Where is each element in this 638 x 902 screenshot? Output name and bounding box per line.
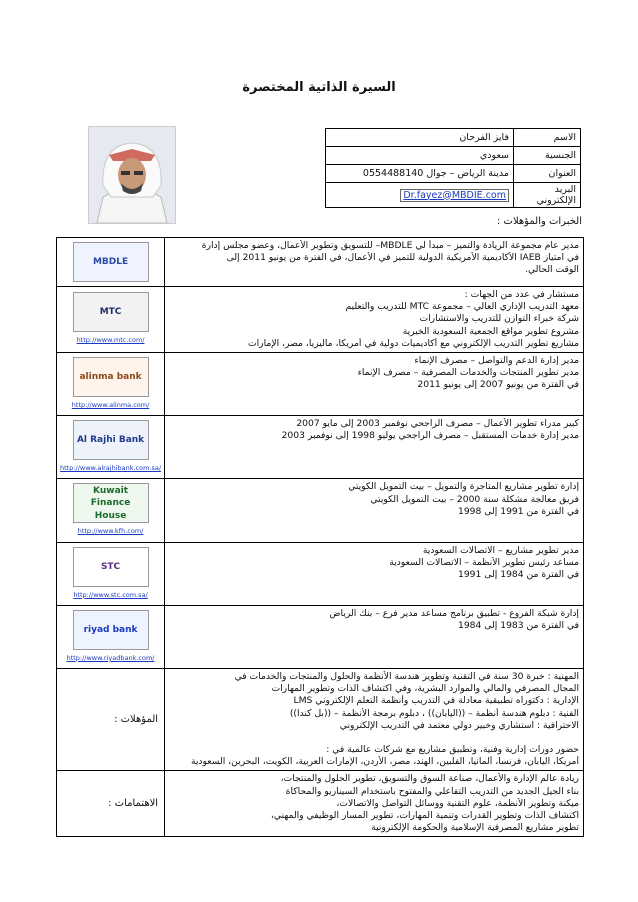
experience-line: الوقت الحالي.: [525, 264, 579, 276]
company-logo-cell: [57, 353, 165, 416]
info-label: الاسم: [514, 129, 581, 147]
page-title: السيرة الذاتية المختصرة: [242, 80, 396, 95]
experience-row: [57, 353, 584, 416]
experience-line: معهد التدريب الإداري العالي – مجموعة MTC للتدريب والتعليم: [345, 301, 579, 313]
interests-line: ميكنة وتطوير الأنظمة، علوم التقنية ووسائل التواصل والاتصالات،: [336, 797, 579, 809]
experience-line: إدارة تطوير مشاريع المتاجرة والتمويل – بيت التمويل الكويتي: [348, 481, 579, 493]
qualifications-line: الفنية : دبلوم هندسة أنظمة – ((اليابان)) ، دبلوم برمجة الأنظمة – ((بل كندا)): [289, 707, 579, 719]
experience-line: في الفترة من 1983 إلى 1984: [457, 620, 579, 632]
company-url-link[interactable]: http://www.alrajhibank.com.sa/: [60, 464, 162, 473]
company-logo-cell: [57, 479, 165, 542]
company-url-link[interactable]: http://www.stc.com.sa/: [73, 590, 148, 599]
qualifications-line: أمريكا، اليابان، فرنسا، ألمانيا، الفلبين، الهند، مصر، الأردن، الإمارات العربية، الكويت، البحرين، السعودية: [190, 756, 579, 768]
info-label: البريد الإلكتروني: [514, 183, 581, 208]
company-logo-cell: [57, 542, 165, 605]
qualifications-line: حضور دورات إدارية وفنية، وتطبيق مشاريع مع شركات عالمية في :: [326, 744, 579, 756]
experience-line: في امتياز IAEB الأكاديمية الأمريكية الدولية للتميز في الأعمال، في الفترة من يونيو 2011 إلى: [226, 252, 579, 264]
company-logo-cell: [57, 287, 165, 353]
experience-row: [57, 542, 584, 605]
experience-text: [165, 353, 584, 416]
experience-table: [56, 237, 584, 837]
experience-line: في الفترة من يونيو 2007 إلى يونيو 2011: [417, 379, 579, 391]
experience-text: [165, 542, 584, 605]
experience-line: مستشار في عدد من الجهات :: [464, 289, 579, 300]
company-logo-cell: [57, 605, 165, 668]
experience-text: [165, 479, 584, 542]
experience-line: مدير تطوير المنتجات والخدمات المصرفية – مصرف الإنماء: [357, 367, 579, 379]
experience-line: في الفترة من 1991 إلى 1998: [457, 505, 579, 517]
info-row-email: [326, 183, 581, 208]
company-logo-cell: [57, 238, 165, 287]
qualifications-line: الإدارية : دكتوراه تطبيقية معادلة في التدريب وأنظمة التعلم الإلكتروني LMS: [293, 695, 579, 707]
info-row-address: [326, 165, 581, 183]
experience-row: [57, 605, 584, 668]
interests-line: ريادة عالم الإدارة والأعمال، صناعة السوق والتسويق، تطوير الحلول والمنتجات،: [280, 773, 579, 785]
experience-line: مدير إدارة خدمات المستقبل – مصرف الراجحي يوليو 1998 إلى نوفمبر 2003: [281, 430, 579, 442]
experience-line: في الفترة من 1984 إلى 1991: [457, 569, 579, 581]
experience-row: [57, 238, 584, 287]
experience-text: [165, 605, 584, 668]
experience-text: [165, 416, 584, 479]
company-logo-icon: riyad bank: [73, 610, 149, 650]
info-label: الجنسية: [514, 147, 581, 165]
interests-line: بناء الجيل الجديد من التدريب التفاعلي والمفتوح باستخدام السيناريو والمحاكاة: [285, 785, 579, 797]
experience-row: [57, 287, 584, 353]
company-url-link[interactable]: http://www.mtc.com/: [76, 336, 145, 345]
qualifications-label: المؤهلات :: [57, 669, 165, 771]
experience-line: شركة خبراء التوازن للتدريب والاستشارات: [419, 313, 579, 325]
experience-text: [165, 287, 584, 353]
company-url-link[interactable]: http://www.alinma.com/: [71, 401, 150, 410]
experience-line: مساعد رئيس تطوير الأنظمة – الاتصالات السعودية: [389, 556, 579, 568]
experience-row: [57, 416, 584, 479]
qualifications-line: الاحترافية : استشاري وخبير دولي معتمد في التدريب الإلكتروني: [339, 719, 579, 731]
company-url-link[interactable]: http://www.kfh.com/: [77, 527, 144, 536]
company-logo-icon: Kuwait Finance House: [73, 483, 149, 523]
info-row-name: [326, 129, 581, 147]
company-logo-icon: MTC: [73, 292, 149, 332]
person-photo-icon: [89, 127, 175, 223]
experience-line: مدير عام مجموعة الريادة والتميز – مبدأ لي MBDLE– للتسويق وتطوير الأعمال، وعضو مجلس إدارة: [201, 240, 579, 251]
experience-row: [57, 479, 584, 542]
company-logo-icon: MBDLE: [73, 242, 149, 282]
company-logo-icon: STC: [73, 547, 149, 587]
info-value: سعودي: [326, 147, 514, 165]
interests-text: [165, 771, 584, 837]
experience-line: إدارة شبكة الفروع - تطبيق برنامج مساعد مدير فرع – بنك الرياض: [329, 607, 579, 619]
experience-line: مشاريع تطوير التدريب الإلكتروني مع أكاديميات دولية في أمريكا، ماليزيا، مصر، الإمارات: [247, 337, 579, 349]
profile-photo: [88, 126, 176, 224]
info-value: [326, 183, 514, 208]
info-row-nationality: [326, 147, 581, 165]
company-url-link[interactable]: http://www.riyadbank.com/: [66, 653, 155, 662]
interests-row: [57, 771, 584, 837]
company-logo-icon: alinma bank: [73, 357, 149, 397]
qualifications-line: المجال المصرفي والمالي والموارد البشرية، وفي اكتشاف الذات وتطوير المهارات: [271, 683, 579, 695]
experience-text: [165, 238, 584, 287]
qualifications-text: [165, 669, 584, 771]
info-value: مدينة الرياض – جوال 0554488140: [326, 165, 514, 183]
info-value: فايز الفرحان: [326, 129, 514, 147]
personal-info-table: [325, 128, 581, 208]
qualifications-line: [169, 732, 579, 744]
interests-line: اكتشاف الذات وتطوير القدرات وتنمية المهارات، تطوير المسار الوظيفي والمهني،: [270, 810, 579, 822]
company-logo-cell: [57, 416, 165, 479]
email-link[interactable]: Dr.fayez@MBDIE.com: [400, 189, 509, 202]
qualifications-row: [57, 669, 584, 771]
experience-line: مدير تطوير مشاريع – الاتصالات السعودية: [422, 544, 579, 556]
experience-line: مدير إدارة الدعم والتواصل – مصرف الإنماء: [414, 355, 579, 367]
experience-line: فريق معالجة مشكلة سنة 2000 – بيت التمويل الكويتي: [370, 493, 579, 505]
company-logo-icon: Al Rajhi Bank: [73, 420, 149, 460]
experience-section-label: الخبرات والمؤهلات :: [497, 216, 582, 227]
info-label: العنوان: [514, 165, 581, 183]
qualifications-line: المهنية : خبرة 30 سنة في التقنية وتطوير هندسة الأنظمة والحلول والمنتجات والخدمات في: [234, 671, 579, 683]
experience-line: كبير مدراء تطوير الأعمال – مصرف الراجحي نوفمبر 2003 إلى مايو 2007: [296, 418, 579, 430]
experience-line: مشروع تطوير مواقع الجمعية السعودية الخيرية: [402, 325, 579, 337]
interests-line: تطوير مشاريع المصرفية الإسلامية والحكومة الإلكترونية: [371, 822, 579, 834]
interests-label: الاهتمامات :: [57, 771, 165, 837]
